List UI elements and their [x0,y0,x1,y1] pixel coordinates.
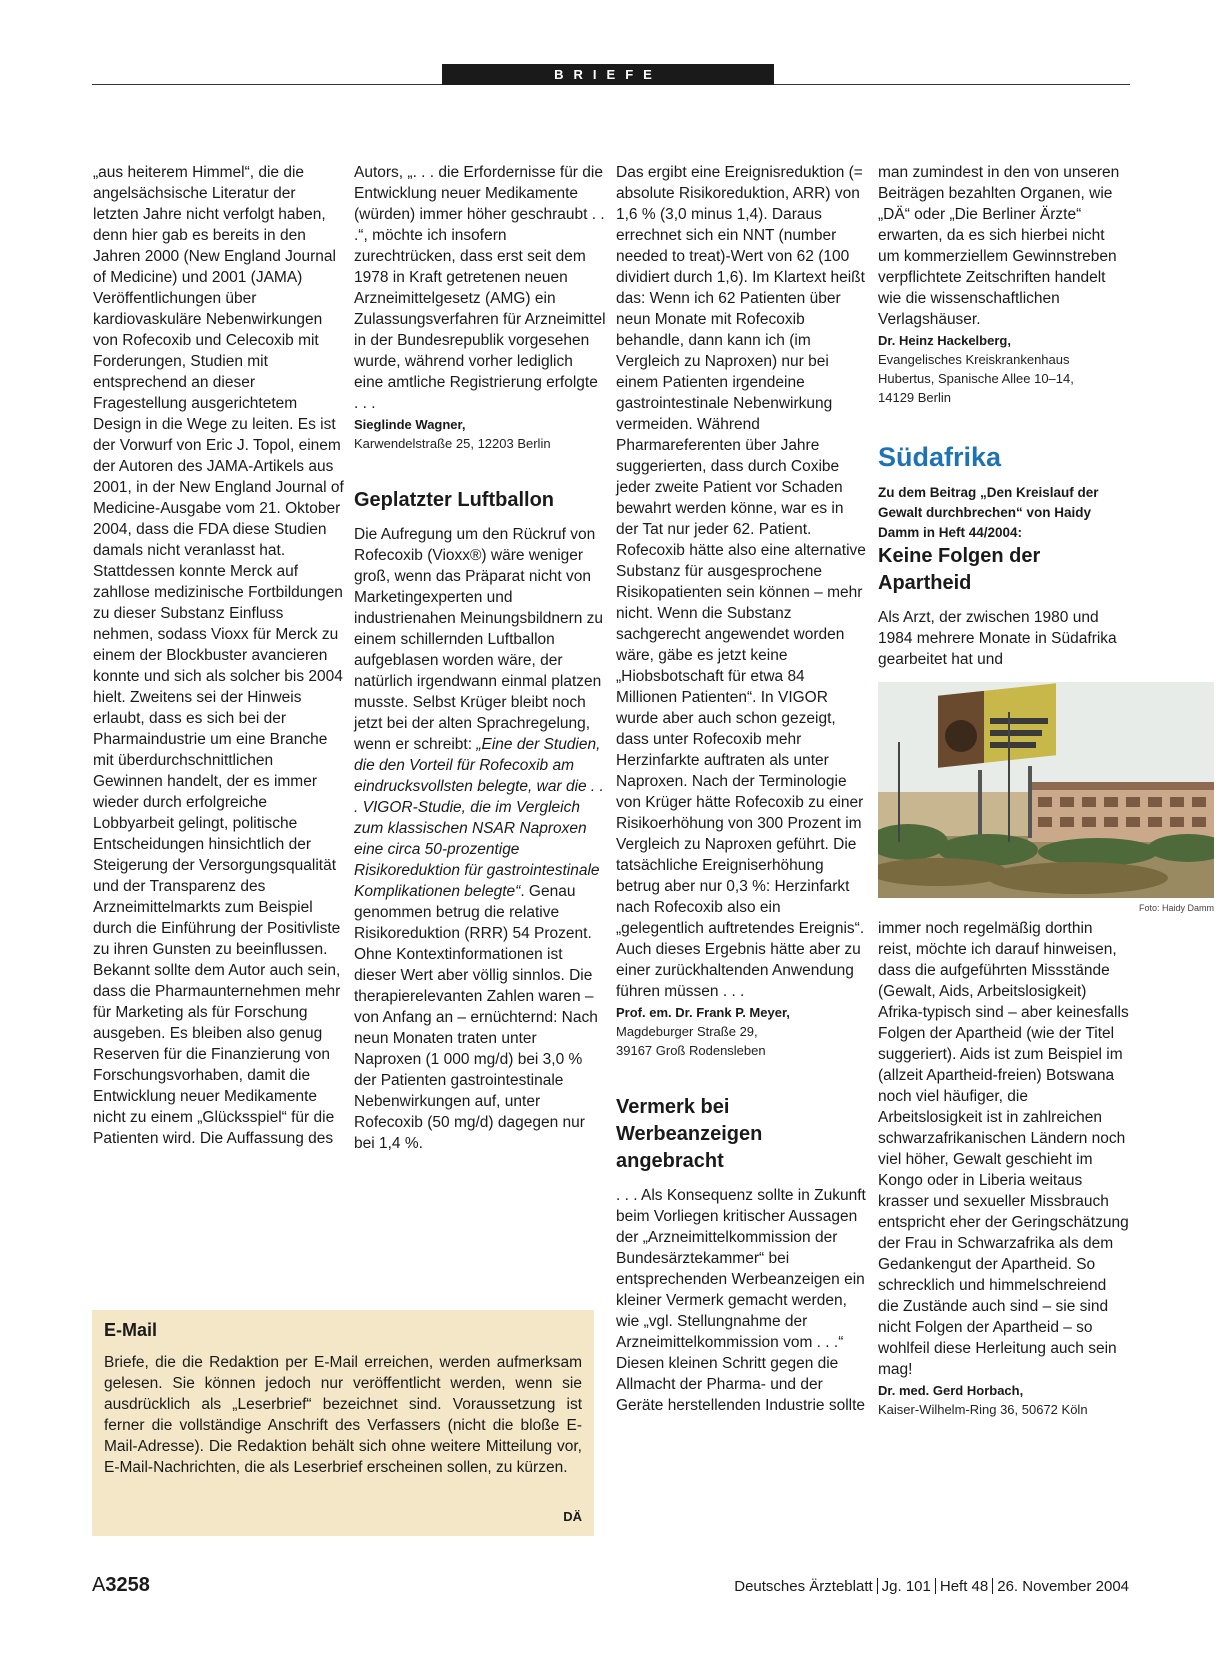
photo-credit: Foto: Haidy Damm [1138,903,1214,913]
letter-text: Als Arzt, der zwischen 1980 und 1984 mehrere Monate in Südafrika gearbeitet hat und [878,609,1117,668]
letter-text: Das ergibt eine Ereignisreduktion (= absolute Risikoreduktion, ARR) von 1,6 % (3,0 minus 1,4). Daraus errechnet sich ein NNT (number needed to treat)-Wert von 62 (100 dividiert durch 1,6). Im Klartext heißt das: Wenn ich 62 Patienten über neun Monate mit Rofecoxib behandle, dann kann ich (im Vergleich zu Naproxen) nur bei einem Patienten irgendeine gastrointestinale Nebenwirkung vermeiden. Während Pharmareferenten über Jahre suggerierten, dass durch Coxibe jeder zweite Patient vor Schaden bewahrt werden könne, war es in der Tat nur jeder 62. Patient. Rofecoxib hätte also eine alternative Substanz für ausgesprochene Risikopatienten sein können – mehr nicht. Wenn die Substanz sachgerecht angewendet worden wäre, gäbe es jetzt keine „Hiobsbotschaft für etwa 84 Millionen Patienten“. In VIGOR wurde aber auch schon gezeigt, dass unter Rofecoxib mehr Herzinfarkte auftraten als unter Naproxen. Nach der Terminologie von Krüger hätte Rofecoxib zu einer Risikoerhöhung von 300 Prozent im Vergleich zu Naproxen geführt. Die tatsächliche Ereigniserhöhung betrug aber nur 0,3 %: Herzinfarkt nach Rofecoxib also ein „gelegentlich auftretendes Ereignis“. Auch dieses Ergebnis hätte aber zu einer zurückhaltenden Anwendung führen müssen . . . [616,164,866,1000]
column-1 [93,162,345,1149]
letter-text: Autors, „. . . die Erfordernisse für die Entwicklung neuer Medikamente (würden) immer höher geschraubt . . .“, möchte ich insofern zurechtrücken, dass erst seit dem 1978 in Kraft getretenen neuen Arzneimittelgesetz (AMG) ein Zulassungsverfahren für Arzneimittel in der Bundesrepublik vorgesehen wurde, während vorher lediglich eine amtliche Registrierung erfolgte . . . [354,164,606,412]
author-address: 14129 Berlin [878,390,951,405]
letter-text: man zumindest in den von unseren Beiträgen bezahlten Organen, wie „DÄ“ oder „Die Berliner Ärzte“ erwarten, da es sich hierbei nicht um kommerziellem Gewinnstreben verpflichtete Zeitschriften handelt wie die wissenschaftlichen Verlagshäuser. [878,164,1120,328]
author-address: Kaiser-Wilhelm-Ring 36, 50672 Köln [878,1402,1088,1417]
column-4 [878,162,1214,1419]
email-box-title: E-Mail [104,1320,158,1340]
letter-text: . . . Als Konsequenz sollte in Zukunft beim Vorliegen kritischer Aussagen der „Arzneimittelkommission der Bundesärztekammer“ bei entsprechenden Werbeanzeigen ein kleiner Vermerk gemacht werden, wie „vgl. Stellungnahme der Arzneimittelkommission vom . . .“ Diesen kleinen Schritt gegen die Allmacht der Pharma- und der Geräte herstellenden Industrie sollte [616,1187,866,1414]
journal-volume: Jg. 101 [881,1578,931,1595]
photo-image [878,682,1214,898]
article-heading: Keine Folgen der Apartheid [878,545,1041,594]
author-name: Prof. em. Dr. Frank P. Meyer, [616,1005,790,1020]
email-box-text: Briefe, die die Redaktion per E-Mail erreichen, werden aufmerksam gelesen. Sie können jedoch nur veröffentlicht werden, wenn sie ausdrücklich als „Leserbrief“ bezeichnet sind. Voraussetzung ist ferner die vollständige Anschrift des Verfassers (nicht die bloße E-Mail-Adresse). Die Redaktion behält sich ohne weitere Mitteilung vor, E-Mail-Nachrichten, die als Leserbrief erscheinen sollen, zu kürzen. [104,1354,582,1476]
email-info-box [92,1310,594,1536]
author-address: Evangelisches Kreiskrankenhaus [878,352,1070,367]
section-heading: Südafrika [878,442,1002,472]
column-2 [354,162,606,1154]
column-3 [616,162,868,1416]
billboard-photo [878,682,1214,898]
author-address: 39167 Groß Rodensleben [616,1043,766,1058]
journal-name: Deutsches Ärzteblatt [734,1578,873,1595]
journal-issue: Heft 48 [939,1578,989,1595]
author-address: Karwendelstraße 25, 12203 Berlin [354,436,551,451]
letter-text: Die Aufregung um den Rückruf von Rofecoxib (Vioxx®) wäre weniger groß, wenn das Präparat nicht von Marketingexperten und industrienahen Meinungsbildnern zu einem schillernden Luftballon aufgeblasen worden wäre, der natürlich irgendwann einmal platzen musste. Selbst Krüger bleibt noch jetzt bei der alten Sprachregelung, wenn er schreibt: „Eine der Studien, die den Vorteil für Rofecoxib am eindrucksvollsten belegte, war die . . . VIGOR-Studie, die im Vergleich zum klassischen NSAR Naproxen eine circa 50-prozentige Risikoreduktion für gastrointestinale Komplikationen belegte“. Genau genommen betrug die relative Risikoreduktion (RRR) 54 Prozent. Ohne Kontextinformationen ist dieser Wert aber völlig sinnlos. Die therapierelevanten Zahlen waren – von Anfang an – ernüchternd: Nach neun Monaten traten unter Naproxen (1 000 mg/d) bei 3,0 % der Patienten gastrointestinale Nebenwirkungen auf, unter Rofecoxib (50 mg/d) dagegen nur bei 1,4 %. [354,526,604,1152]
letter-text: immer noch regelmäßig dorthin reist, möchte ich darauf hinweisen, dass die aufgeführten Missstände (Gewalt, Aids, Arbeitslosigkeit) Afrika-typisch sind – aber keinesfalls Folgen der Apartheid (wie der Titel suggeriert). Aids ist zum Beispiel im (allzeit Apartheid-freien) Botswana noch viel häufiger, die Arbeitslosigkeit ist in zahlreichen schwarzafrikanischen Ländern noch viel höher, Gewalt geschieht im Kongo oder in Liberia weitaus krasser und sexueller Missbrauch entspricht eher der Geringschätzung der Frau in Schwarzafrika als dem Gedankengut der Apartheid. So schrecklich und himmelschreiend die Zustände auch sind – sie sind nicht Folgen der Apartheid – so wohlfeil diese Herleitung auch sein mag! [878,920,1129,1378]
email-box-signature: DÄ [563,1509,582,1524]
author-name: Sieglinde Wagner, [354,417,466,432]
author-name: Dr. Heinz Hackelberg, [878,333,1011,348]
journal-date: 26. November 2004 [997,1578,1129,1595]
page-number: A3258 [92,1574,150,1596]
article-heading: Vermerk bei Werbeanzeigen angebracht [616,1096,763,1172]
journal-info [734,1578,1129,1595]
article-heading: Geplatzter Luftballon [354,489,554,511]
section-label: BRIEFE [442,64,774,85]
author-address: Magdeburger Straße 29, [616,1024,758,1039]
author-name: Dr. med. Gerd Horbach, [878,1383,1024,1398]
letter-text: „aus heiterem Himmel“, die die angelsächsische Literatur der letzten Jahre nicht verfolgt haben, denn hier gab es bereits in den Jahren 2000 (New England Journal of Medicine) und 2001 (JAMA) Veröffentlichungen über kardiovaskuläre Nebenwirkungen von Rofecoxib und Celecoxib mit Forderungen, Studien mit entsprechend an dieser Fragestellung ausgerichtetem Design in die Wege zu leiten. Es ist der Vorwurf von Eric J. Topol, einem der Autoren des JAMA-Artikels aus 2001, in der New England Journal of Medicine-Ausgabe vom 21. Oktober 2004, dass die FDA diese Studien damals nicht veranlasst hat. Stattdessen konnte Merck auf zahllose medizinische Fortbildungen zu dieser Substanz Einfluss nehmen, sodass Vioxx für Merck zu einem der Blockbuster avancieren konnte und sich als solcher bis 2004 hielt. Zweitens sei der Hinweis erlaubt, dass es sich bei der Pharmaindustrie um eine Branche mit überdurchschnittlichen Gewinnen handelt, der es immer wieder durch erfolgreiche Lobbyarbeit gelingt, politische Entscheidungen hinsichtlich der Steigerung der Versorgungsqualität und der Transparenz des Arzneimittelmarkts zum Beispiel durch die Einführung der Positivliste zu ihren Gunsten zu beeinflussen. Bekannt sollte dem Autor auch sein, dass die Pharmaunternehmen mehr für Marketing als für Forschung ausgeben. Es bleiben also genug Reserven für die Finanzierung von Forschungsvorhaben, damit die Entwicklung neuer Medikamente nicht zu einem „Glücksspiel“ für die Patienten wird. Die Auffassung des [93,164,344,1147]
quoted-text: „Eine der Studien, die den Vorteil für Rofecoxib am eindrucksvollsten belegte, war die . . . VIGOR-Studie, die im Vergleich zum klassischen NSAR Naproxen eine circa 50-prozentige Risikoreduktion für gastrointestinale Komplikationen belegte“ [354,736,604,900]
article-intro: Zu dem Beitrag „Den Kreislauf der Gewalt durchbrechen“ von Haidy Damm in Heft 44/2004: [878,485,1099,540]
author-address: Hubertus, Spanische Allee 10–14, [878,371,1074,386]
